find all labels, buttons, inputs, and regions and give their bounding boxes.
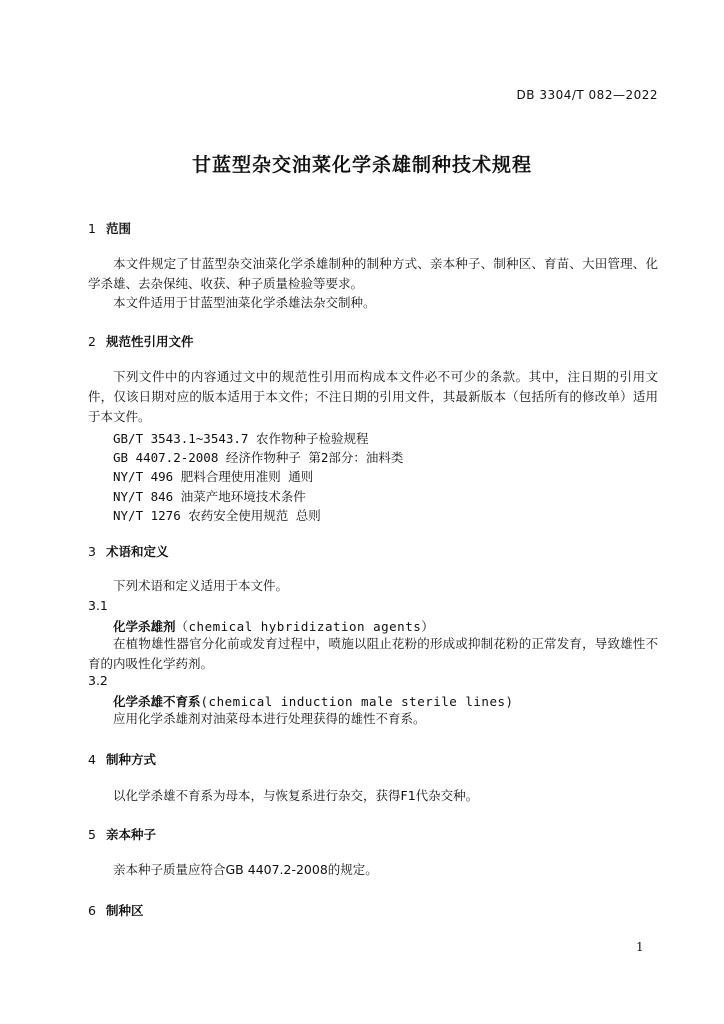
section-title: 亲本种子 bbox=[106, 827, 157, 842]
section-title: 术语和定义 bbox=[106, 544, 169, 559]
reference-item: GB 4407.2-2008 经济作物种子 第2部分：油料类 bbox=[113, 450, 404, 465]
term-heading bbox=[113, 692, 514, 710]
references-intro-paragraph: 下列文件中的内容通过文中的规范性引用而构成本文件必不可少的条款。其中，注日期的引用文件，仅该日期对应的版本适用于本文件；不注日期的引用文件，其最新版本（包括所有的修改单）适用于本文件。 bbox=[88, 369, 658, 424]
section-number: 5 bbox=[88, 827, 96, 842]
production-method-paragraph: 以化学杀雄不育系为母本，与恢复系进行杂交，获得F1代杂交种。 bbox=[113, 788, 479, 803]
section-title: 规范性引用文件 bbox=[106, 334, 194, 349]
term-number: 3.2 bbox=[88, 673, 108, 688]
document-code: DB 3304/T 082—2022 bbox=[516, 88, 658, 102]
term-english: (chemical induction male sterile lines) bbox=[200, 694, 514, 709]
document-title: 甘蓝型杂交油菜化学杀雄制种技术规程 bbox=[191, 154, 532, 176]
section-heading-scope bbox=[88, 219, 131, 237]
section-title: 范围 bbox=[106, 221, 132, 236]
term-name: 化学杀雄剂 bbox=[113, 619, 176, 634]
reference-item: NY/T 846 油菜产地环境技术条件 bbox=[113, 489, 306, 504]
terms-intro-paragraph: 下列术语和定义适用于本文件。 bbox=[113, 578, 289, 593]
page-number: 1 bbox=[636, 940, 644, 954]
section-title: 制种区 bbox=[106, 903, 144, 918]
reference-item: GB/T 3543.1~3543.7 农作物种子检验规程 bbox=[113, 431, 369, 446]
section-heading-production-method bbox=[88, 750, 156, 768]
reference-item: NY/T 1276 农药安全使用规范 总则 bbox=[113, 508, 321, 523]
parent-seeds-paragraph: 亲本种子质量应符合GB 4407.2-2008的规定。 bbox=[113, 862, 378, 877]
term-english: （chemical hybridization agents） bbox=[175, 619, 435, 634]
section-number: 1 bbox=[88, 221, 96, 236]
term-definition: 应用化学杀雄剂对油菜母本进行处理获得的雄性不育系。 bbox=[113, 711, 426, 726]
section-number: 6 bbox=[88, 903, 96, 918]
scope-paragraph-1: 本文件规定了甘蓝型杂交油菜化学杀雄制种的制种方式、亲本种子、制种区、育苗、大田管理、化学杀雄、去杂保纯、收获、种子质量检验等要求。 bbox=[88, 256, 658, 291]
term-name: 化学杀雄不育系 bbox=[113, 694, 201, 709]
term-definition: 在植物雄性器官分化前或发育过程中，喷施以阻止花粉的形成或抑制花粉的正常发育，导致雄性不育的内吸性化学药剂。 bbox=[88, 636, 658, 671]
section-heading-seed-production-area bbox=[88, 901, 144, 919]
term-number: 3.1 bbox=[88, 598, 108, 613]
section-heading-normative-references bbox=[88, 332, 194, 350]
section-number: 4 bbox=[88, 752, 96, 767]
section-heading-terms bbox=[88, 542, 169, 560]
section-title: 制种方式 bbox=[106, 752, 157, 767]
section-heading-parent-seeds bbox=[88, 825, 156, 843]
term-heading bbox=[113, 617, 434, 635]
section-number: 3 bbox=[88, 544, 96, 559]
reference-item: NY/T 496 肥料合理使用准则 通则 bbox=[113, 469, 314, 484]
section-number: 2 bbox=[88, 334, 96, 349]
scope-paragraph-2: 本文件适用于甘蓝型油菜化学杀雄法杂交制种。 bbox=[113, 295, 376, 310]
